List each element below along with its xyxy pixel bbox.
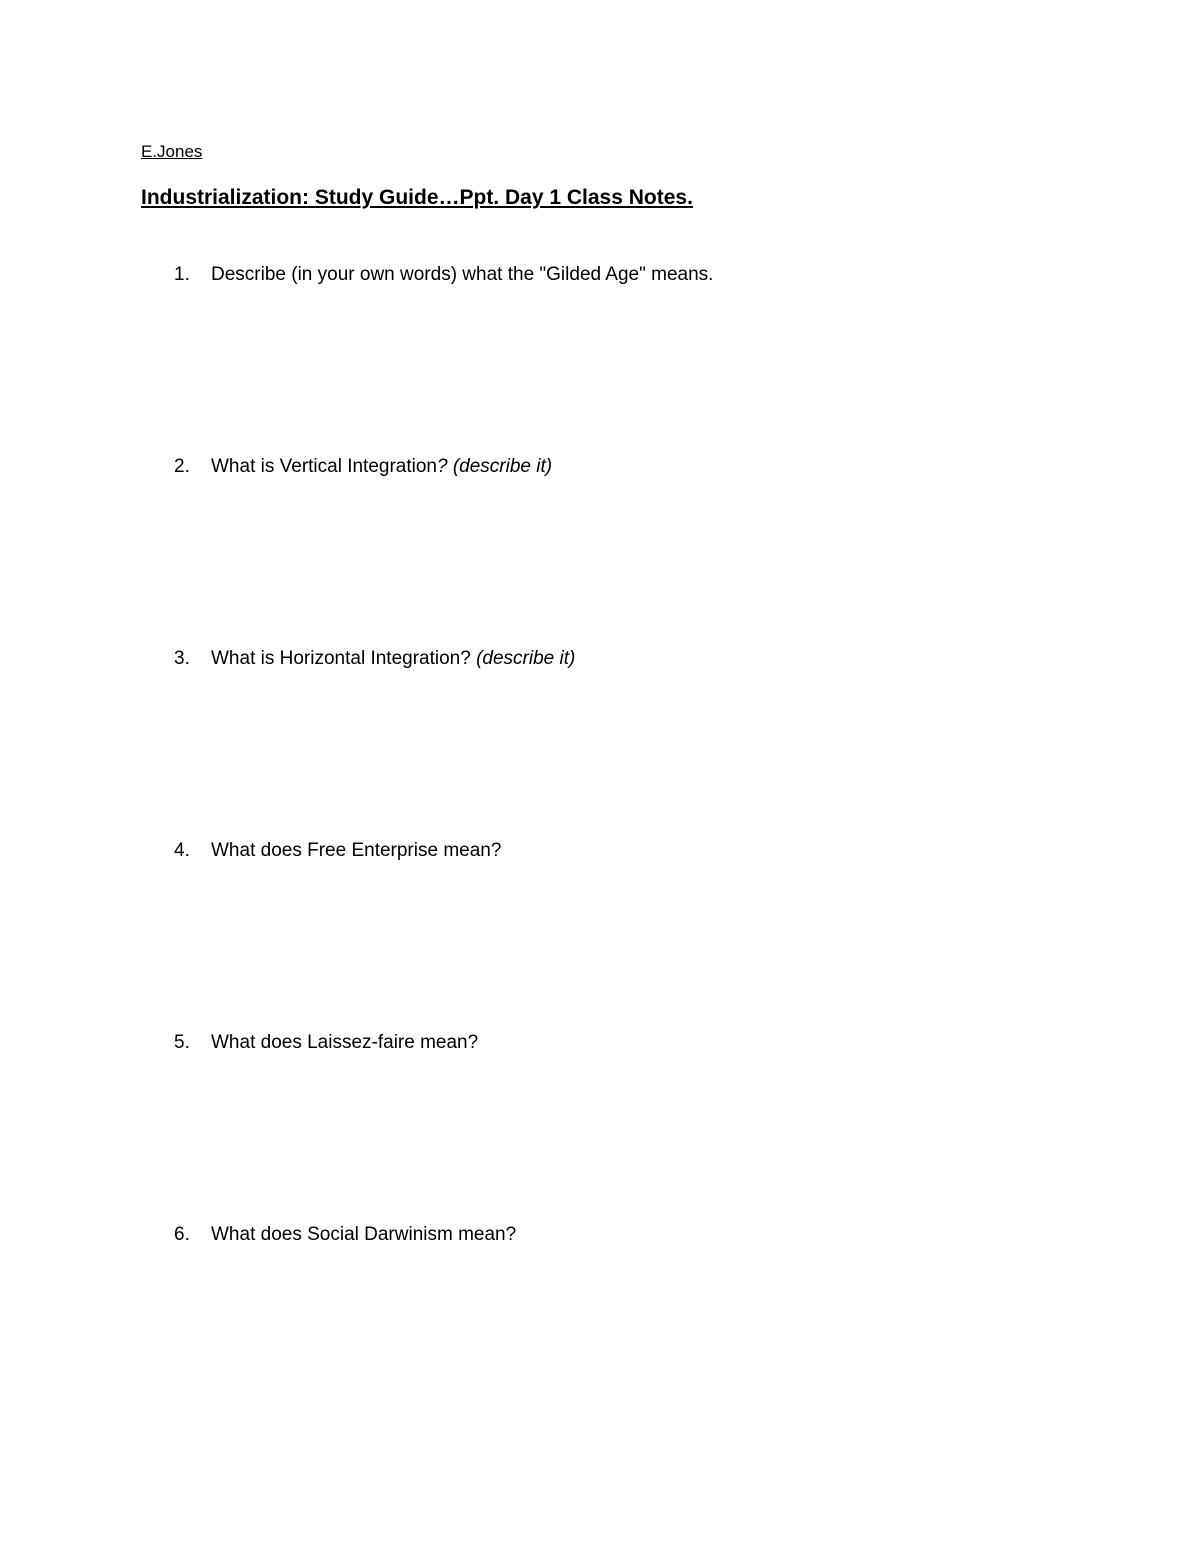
question-text: What does Laissez-faire mean?: [211, 1032, 479, 1053]
question-italic-text: (describe it): [476, 648, 576, 669]
question-number: 4.: [174, 840, 190, 861]
question-4: [174, 839, 501, 863]
question-italic-text: ? (describe it): [437, 456, 553, 477]
author-name: E.Jones: [141, 142, 203, 161]
page-title: Industrialization: Study Guide…Ppt. Day 1 Class Notes.: [141, 186, 693, 209]
question-number: 5.: [174, 1032, 190, 1053]
question-6: [174, 1223, 516, 1247]
question-number: 3.: [174, 648, 190, 669]
question-text: What does Social Darwinism mean?: [211, 1224, 517, 1245]
question-text: What is Vertical Integration: [211, 456, 437, 477]
question-number: 6.: [174, 1224, 190, 1245]
question-3: [174, 647, 575, 671]
question-text: Describe (in your own words) what the "Gilded Age" means.: [211, 264, 714, 285]
question-text: What does Free Enterprise mean?: [211, 840, 502, 861]
question-5: [174, 1031, 478, 1055]
question-text: What is Horizontal Integration?: [211, 648, 477, 669]
question-2: [174, 455, 552, 479]
question-number: 1.: [174, 264, 190, 285]
question-1: [174, 263, 713, 287]
question-number: 2.: [174, 456, 190, 477]
